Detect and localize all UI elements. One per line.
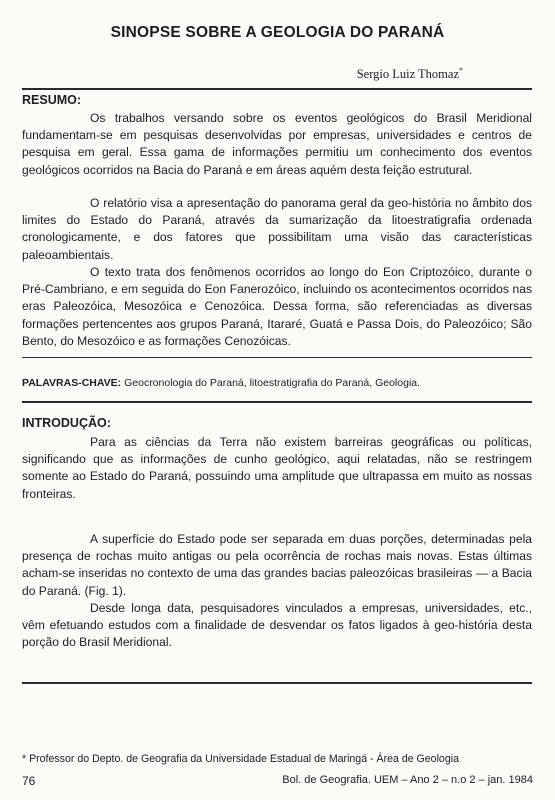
introducao-paragraph-1: Para as ciências da Terra não existem barreiras geográficas ou políticas, significando que as informações de cunho geológico, aqui relatadas, não se restringem somente ao Estado do Paraná, possuindo uma amplitude que ultrapassa em muito as nossas fronteiras. [22,435,532,501]
footnote-divider [22,682,532,684]
resumo-paragraph-3: O texto trata dos fenômenos ocorridos ao longo do Eon Criptozóico, durante o Pré-Cambriano, e em seguida do Eon Fanerozóico, incluindo os acontecimentos ocorridos nas eras Paleozóica, Mesozóica e Cenozóica. Dessa forma, são referenciadas as diversas formações pertencentes aos grupos Paraná, Itararé, Guatá e Passa Dois, do Paleozóico; São Bento, do Mesozóico e as formações Cenozóicas. [22,265,532,348]
keywords-label: PALAVRAS-CHAVE: [22,377,122,389]
keywords-text: Geocronologia do Paraná, litoestratigrafia do Paraná, Geologia. [124,377,421,389]
author-byline [357,66,463,82]
introducao-paragraph-3: Desde longa data, pesquisadores vinculados a empresas, universidades, etc., vêm efetuando estudos com a finalidade de desvendar os fatos ligados à geo-história desta porção do Brasil Meridional. [22,601,532,650]
section-divider-intro [22,401,532,403]
article-title: SINOPSE SOBRE A GEOLOGIA DO PARANÁ [110,24,445,41]
author-footnote-mark: * [459,66,463,75]
section-divider-top [22,88,532,90]
author-footnote: * Professor do Depto. de Geografia da Universidade Estadual de Maringá - Área de Geologia [22,753,459,765]
page-number: 76 [22,774,36,788]
introducao-paragraph-2: A superfície do Estado pode ser separada em duas porções, determinadas pela presença de rochas muito antigas ou pela ocorrência de rochas mais novas. Estas últimas acham-se inseridas no contexto de uma das grandes bacias paleozóicas brasileiras — a Bacia do Paraná. (Fig. 1). [22,532,532,598]
author-name: Sergio Luiz Thomaz [356,67,459,82]
resumo-paragraph-1: Os trabalhos versando sobre os eventos geológicos do Brasil Meridional fundamentam-se em pesquisas desenvolvidas por empresas, universidades e centros de pesquisa em geral. Essa gama de informações permitiu um conhecimento dos eventos geológicos ocorridos na Bacia do Paraná e em áreas aquém desta feição estrutural. [22,111,532,177]
resumo-heading: RESUMO: [22,93,82,107]
keywords-divider [22,357,532,358]
journal-citation: Bol. de Geografia. UEM – Ano 2 – n.o 2 – jan. 1984 [282,774,533,786]
keywords-line [22,377,532,389]
resumo-paragraph-2: O relatório visa a apresentação do panorama geral da geo-história no âmbito dos limites do Estado do Paraná, através da sumarização da litoestratigrafia ordenada cronologicamente, e dos fatores que possibilitam uma visão das características paleoambientais. [22,196,532,262]
introducao-heading: INTRODUÇÃO: [22,416,111,430]
